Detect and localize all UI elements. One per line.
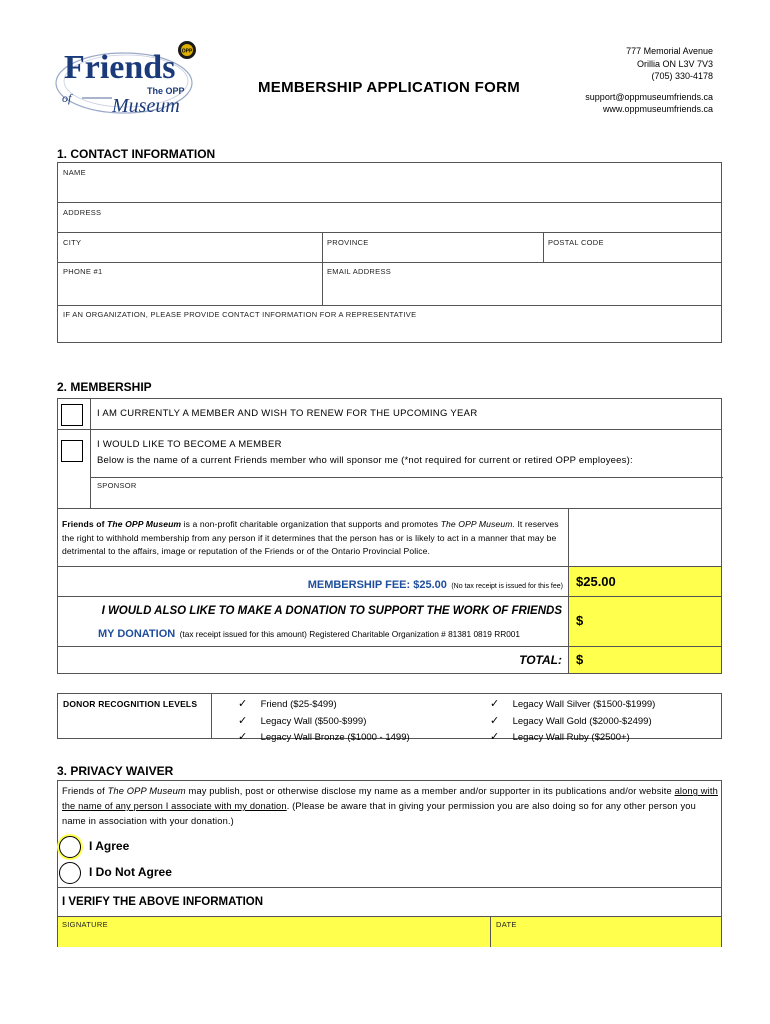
donor-level-item[interactable]: ✓ Friend ($25-$499) [238, 698, 337, 710]
org-contact-block [585, 45, 713, 116]
org-address-line2: Orillia ON L3V 7V3 [636, 58, 713, 69]
org-email: support@oppmuseumfriends.ca [585, 91, 713, 102]
fee-label: MEMBERSHIP FEE: $25.00 [307, 579, 447, 591]
notice-rest: It reserves the right to withhold membership from any person if it determines that the person has or is likely to act in a manner that may be detrimental to the affairs, image or reputation of the Friends or of the Ontario Provincial Police. [62, 519, 559, 556]
date-field[interactable] [491, 916, 721, 947]
logo-friends-text: Friends [64, 49, 176, 86]
check-icon: ✓ [238, 731, 248, 743]
email-label: EMAIL ADDRESS [327, 267, 392, 276]
agree-radio[interactable] [59, 836, 81, 858]
sponsor-label: SPONSOR [97, 481, 137, 490]
sponsor-field[interactable] [91, 478, 723, 508]
donor-recognition-table [57, 693, 722, 743]
donor-level-item[interactable]: ✓ Legacy Wall Silver ($1500-$1999) [490, 698, 656, 710]
donor-level-item[interactable]: ✓ Legacy Wall Ruby ($2500+) [490, 731, 630, 743]
contact-info-table [57, 162, 722, 343]
donation-row [57, 597, 569, 647]
signature-label: SIGNATURE [62, 920, 108, 929]
total-amount-field[interactable] [568, 647, 722, 674]
privacy-waiver-box [57, 780, 722, 947]
organization-rep-label: IF AN ORGANIZATION, PLEASE PROVIDE CONTACT INFORMATION FOR A REPRESENTATIVE [63, 310, 417, 319]
logo-badge: OPP [181, 48, 193, 55]
postal-code-label: POSTAL CODE [548, 238, 604, 247]
total-label: TOTAL: [519, 653, 562, 667]
check-icon: ✓ [238, 698, 248, 710]
donation-label: MY DONATION [98, 628, 176, 640]
address-label: ADDRESS [63, 208, 102, 217]
become-member-checkbox[interactable] [61, 440, 83, 462]
notice-org-name-2: The OPP Museum. [440, 519, 515, 529]
donation-amount-field[interactable] [568, 597, 722, 647]
privacy-text: Friends of The OPP Museum may publish, post or otherwise disclose my name as a member and/or supporter in its publications and/or website along with the name of any person I associate with my donation. (Please be aware that in giving your permission you are also doing so for any other person you name in association with your donation.) [62, 786, 718, 826]
name-label: NAME [63, 168, 86, 177]
fee-amount-cell [568, 567, 722, 597]
donor-recognition-heading: DONOR RECOGNITION LEVELS [63, 699, 198, 709]
org-website: www.oppmuseumfriends.ca [602, 104, 713, 114]
signature-field[interactable] [58, 916, 491, 947]
form-title: MEMBERSHIP APPLICATION FORM [258, 79, 520, 96]
renew-row [57, 398, 722, 430]
donation-note: (tax receipt issued for this amount) Registered Charitable Organization # 81381 0819 RR001 [179, 629, 521, 639]
donor-level-item[interactable]: ✓ Legacy Wall Gold ($2000-$2499) [490, 714, 652, 727]
membership-notice [57, 509, 569, 567]
verify-heading: I VERIFY THE ABOVE INFORMATION [62, 896, 264, 908]
privacy-section-heading: 3. PRIVACY WAIVER [57, 764, 174, 778]
contact-section-heading: 1. CONTACT INFORMATION [57, 147, 216, 161]
renew-checkbox[interactable] [61, 404, 83, 426]
check-icon: ✓ [490, 698, 500, 710]
fee-note: (No tax receipt is issued for this fee) [451, 583, 563, 590]
phone-label: PHONE #1 [63, 267, 103, 276]
logo-museum-text: Museum [112, 95, 180, 117]
disagree-radio[interactable] [59, 862, 81, 884]
donation-heading: I WOULD ALSO LIKE TO MAKE A DONATION TO SUPPORT THE WORK OF FRIENDS [101, 605, 562, 617]
check-icon: ✓ [490, 731, 500, 743]
donor-level-item[interactable]: ✓ Legacy Wall ($500-$999) [238, 714, 367, 727]
fee-amount: $25.00 [576, 574, 616, 589]
logo-of-text: of [62, 91, 72, 105]
check-icon: ✓ [490, 714, 500, 727]
agree-label: I Agree [89, 839, 130, 853]
become-member-row [57, 430, 722, 509]
sponsor-note: Below is the name of a current Friends member who will sponsor me (*not required for current or retired OPP employees): [97, 455, 633, 466]
org-address-line1: 777 Memorial Avenue [626, 46, 713, 56]
org-phone: (705) 330-4178 [651, 71, 713, 81]
city-label: CITY [63, 238, 82, 247]
renew-text: I AM CURRENTLY A MEMBER AND WISH TO RENEW FOR THE UPCOMING YEAR [97, 408, 478, 419]
become-member-text: I WOULD LIKE TO BECOME A MEMBER [97, 439, 282, 450]
notice-side-cell [568, 509, 722, 567]
disagree-label: I Do Not Agree [89, 865, 172, 879]
notice-prefix: Friends of [62, 519, 108, 529]
province-label: PROVINCE [327, 238, 369, 247]
friends-logo [52, 38, 202, 118]
membership-fee-row [57, 567, 569, 597]
date-label: DATE [496, 920, 517, 929]
total-row [57, 647, 569, 674]
membership-section-heading: 2. MEMBERSHIP [57, 380, 152, 394]
logo-the-opp-text: The OPP [147, 86, 185, 96]
total-amount: $ [576, 652, 584, 667]
notice-mid: is a non-profit charitable organization that supports and promotes [181, 519, 441, 529]
check-icon: ✓ [238, 714, 248, 727]
notice-org-name: The OPP Museum [107, 519, 182, 529]
donor-level-item[interactable]: ✓ Legacy Wall Bronze ($1000 - 1499) [238, 731, 410, 743]
donation-amount: $ [576, 613, 584, 628]
